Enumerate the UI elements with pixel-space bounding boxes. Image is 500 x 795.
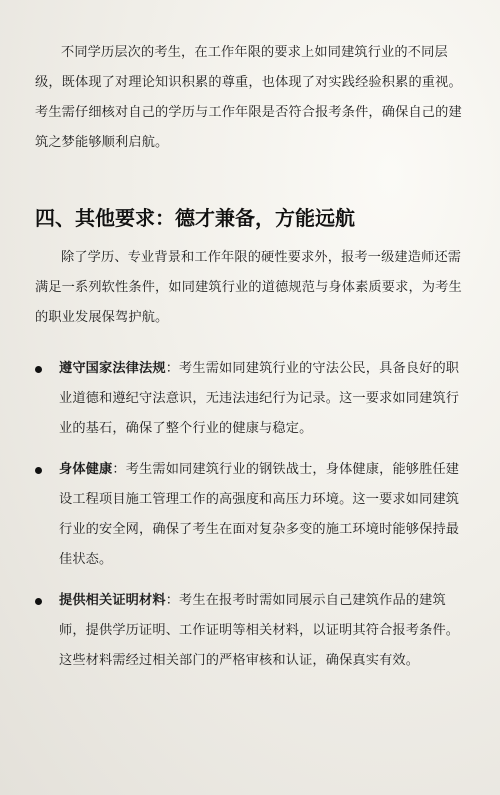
bullet-term: 身体健康 bbox=[59, 462, 113, 477]
section-paragraph: 除了学历、专业背景和工作年限的硬性要求外，报考一级建造师还需满足一系列软性条件，如同建筑行业的道德规范与身体素质要求，为考生的职业发展保驾护航。 bbox=[35, 250, 462, 325]
bullet-text: ：考生需如同建筑行业的守法公民，具备良好的职业道德和遵纪守法意识，无违法违纪行为记录。这一要求如同建筑行业的基石，确保了整个行业的健康与稳定。 bbox=[59, 361, 460, 436]
bullet-dot-icon bbox=[35, 366, 42, 373]
intro-paragraph: 不同学历层次的考生，在工作年限的要求上如同建筑行业的不同层级，既体现了对理论知识积累的尊重，也体现了对实践经验积累的重视。考生需仔细核对自己的学历与工作年限是否符合报考条件，确保自己的建筑之梦能够顺利启航。 bbox=[35, 45, 462, 150]
bullet-dot-icon bbox=[35, 467, 42, 474]
bullet-term: 遵守国家法律法规 bbox=[59, 361, 166, 376]
list-item bbox=[35, 586, 467, 676]
section-heading: 四、其他要求：德才兼备，方能远航 bbox=[35, 206, 355, 230]
bullet-text: ：考生在报考时需如同展示自己建筑作品的建筑师，提供学历证明、工作证明等相关材料，以证明其符合报考条件。这些材料需经过相关部门的严格审核和认证，确保真实有效。 bbox=[59, 593, 460, 668]
bullet-term: 提供相关证明材料 bbox=[59, 593, 166, 608]
list-item bbox=[35, 455, 467, 575]
list-item bbox=[35, 354, 467, 444]
bullet-text: ：考生需如同建筑行业的钢铁战士，身体健康，能够胜任建设工程项目施工管理工作的高强度和高压力环境。这一要求如同建筑行业的安全网，确保了考生在面对复杂多变的施工环境时能够保持最佳状态。 bbox=[59, 462, 460, 567]
requirements-list bbox=[35, 354, 467, 676]
bullet-dot-icon bbox=[35, 598, 42, 605]
